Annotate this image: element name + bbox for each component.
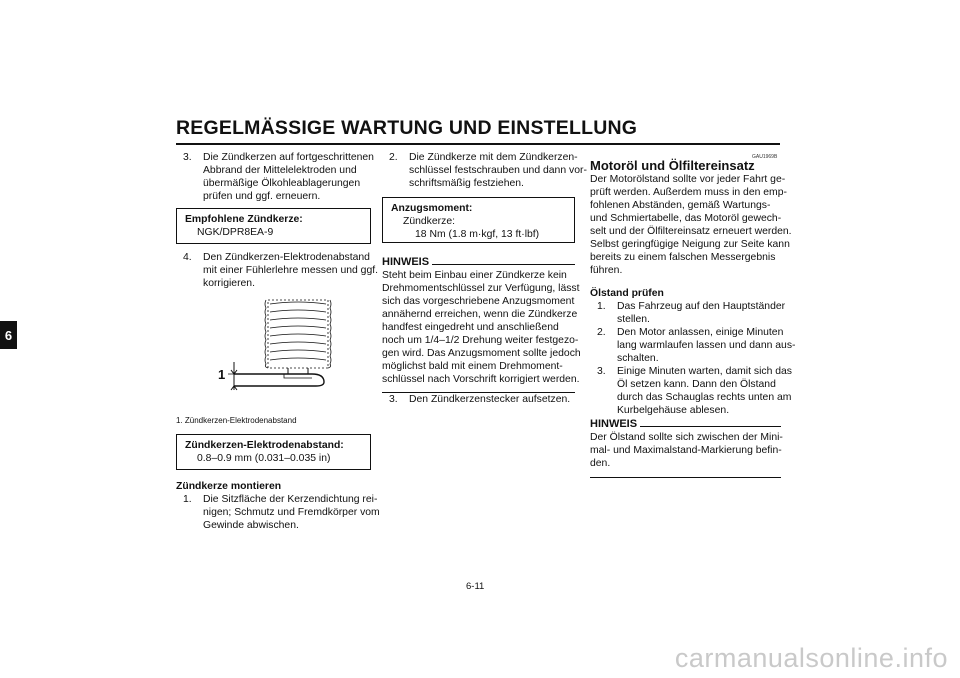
note-block-torque [382,256,581,393]
intro-line: selt und der Ölfiltereinsatz erneuert werden. [590,226,792,237]
middle-step-2 [382,151,587,190]
note-line: handfest eingedreht und anschließend [382,322,559,333]
step-number: 2. [597,327,606,338]
middle-step-3 [382,393,582,406]
note-line: schlüssel nach Vorschrift korrigiert werden. [382,374,580,385]
step-line: Gewinde abwischen. [203,520,299,531]
step-line: lang warmlaufen lassen und dann aus- [617,340,796,351]
note-line: Steht beim Einbau einer Zündkerze kein [382,270,567,281]
figure-caption: 1. Zündkerzen-Elektrodenabstand [176,416,297,425]
note-line: Der Ölstand sollte sich zwischen der Mini- [590,432,783,443]
spec-value: 18 Nm (1.8 m·kgf, 13 ft·lbf) [415,229,540,240]
intro-line: und Schmiertabelle, das Motoröl gewech- [590,213,782,224]
spec-value: 0.8–0.9 mm (0.031–0.035 in) [197,453,331,464]
watermark: carmanualsonline.info [674,643,948,673]
spec-box-spark-plug [176,208,371,244]
step-line: prüfen und ggf. erneuern. [203,191,321,202]
step-line: schalten. [617,353,659,364]
oil-check-section [590,287,796,417]
intro-line: Der Motorölstand sollte vor jeder Fahrt ge- [590,174,786,185]
spark-plug-illustration [200,294,340,394]
intro-line: Selbst geringfügige Neigung zur Seite kann [590,239,790,250]
chapter-tab: 6 [0,321,17,349]
note-line: gen wird. Das Anzugsmoment sollte jedoch [382,348,581,359]
step-number: 1. [597,301,606,312]
intro-line: prüft werden. Außerdem muss in den emp- [590,187,787,198]
note-line: den. [590,458,611,469]
title-rule [176,143,780,145]
left-step-3 [176,151,374,203]
note-block-oil [590,418,781,478]
step-line: durch das Schauglas rechts unten am [617,392,792,403]
step-number: 3. [597,366,606,377]
intro-line: bereits zu einem falschen Messergebnis [590,252,776,263]
spec-box-electrode-gap [176,434,371,470]
thread-lines [265,300,331,368]
intro-line: führen. [590,265,623,276]
step-line: korrigieren. [203,278,255,289]
step-line: Die Sitzfläche der Kerzendichtung rei- [203,494,378,505]
step-number: 3. [183,152,192,163]
note-line: sich das vorgeschriebene Anzugsmoment [382,296,575,307]
spec-item: Zündkerze: [403,216,455,227]
note-heading-rule [432,264,575,265]
spec-label: Empfohlene Zündkerze: [185,214,303,225]
step-line: Die Zündkerzen auf fortgeschrittenen [203,152,374,163]
step-number: 2. [389,152,398,163]
section-title: Motoröl und Ölfiltereinsatz [590,158,755,173]
step-number: 1. [183,494,192,505]
step-line: Die Zündkerze mit dem Zündkerzen- [409,152,578,163]
spec-label: Zündkerzen-Elektrodenabstand: [185,440,344,451]
intro-line: fohlenen Abständen, gemäß Wartungs- [590,200,771,211]
step-line: Den Motor anlassen, einige Minuten [617,327,784,338]
note-line: mal- und Maximalstand-Markierung befin- [590,445,782,456]
spec-box-torque [382,197,575,243]
page-number: 6-11 [466,581,485,592]
page-title: REGELMÄSSIGE WARTUNG UND EINSTELLUNG [176,117,638,139]
note-line: möglichst bald mit einem Drehmoment- [382,361,563,372]
step-line: Einige Minuten warten, damit sich das [617,366,792,377]
note-line: noch um 1/4–1/2 Drehung weiter festgezo- [382,335,579,346]
step-line: Kurbelgehäuse ablesen. [617,405,730,416]
note-heading: HINWEIS [590,418,638,430]
figure-callout-1: 1 [218,367,226,382]
install-section [176,480,380,532]
step-line: Den Zündkerzen-Elektrodenabstand [203,252,370,263]
reference-code: GAU1969B [752,154,778,160]
step-line: Den Zündkerzenstecker aufsetzen. [409,394,571,405]
check-heading: Ölstand prüfen [590,288,664,299]
step-line: nigen; Schmutz und Fremdkörper vom [203,507,380,518]
note-bottom-rule [590,477,781,478]
note-line: Drehmomentschlüssel zur Verfügung, lässt [382,283,580,294]
step-line: mit einer Fühlerlehre messen und ggf. [203,265,378,276]
step-line: schriftsmäßig festziehen. [409,178,524,189]
step-line: Abbrand der Mittelelektroden und [203,165,357,176]
note-heading-rule [640,426,781,427]
install-heading: Zündkerze montieren [176,481,282,492]
step-line: stellen. [617,314,650,325]
step-number: 3. [389,394,398,405]
note-line: annähernd erreichen, wenn die Zündkerze [382,309,578,320]
step-line: übermäßige Ölkohleablagerungen [203,178,361,189]
step-line: schlüssel festschrauben und dann vor- [409,165,587,176]
spec-label: Anzugsmoment: [391,203,473,214]
left-step-4 [176,251,376,290]
step-line: Öl setzen kann. Dann den Ölstand [617,379,776,390]
step-number: 4. [183,252,192,263]
step-line: Das Fahrzeug auf den Hauptständer [617,301,786,312]
note-heading: HINWEIS [382,256,430,268]
oil-intro [590,173,792,277]
spec-value: NGK/DPR8EA-9 [197,227,274,238]
